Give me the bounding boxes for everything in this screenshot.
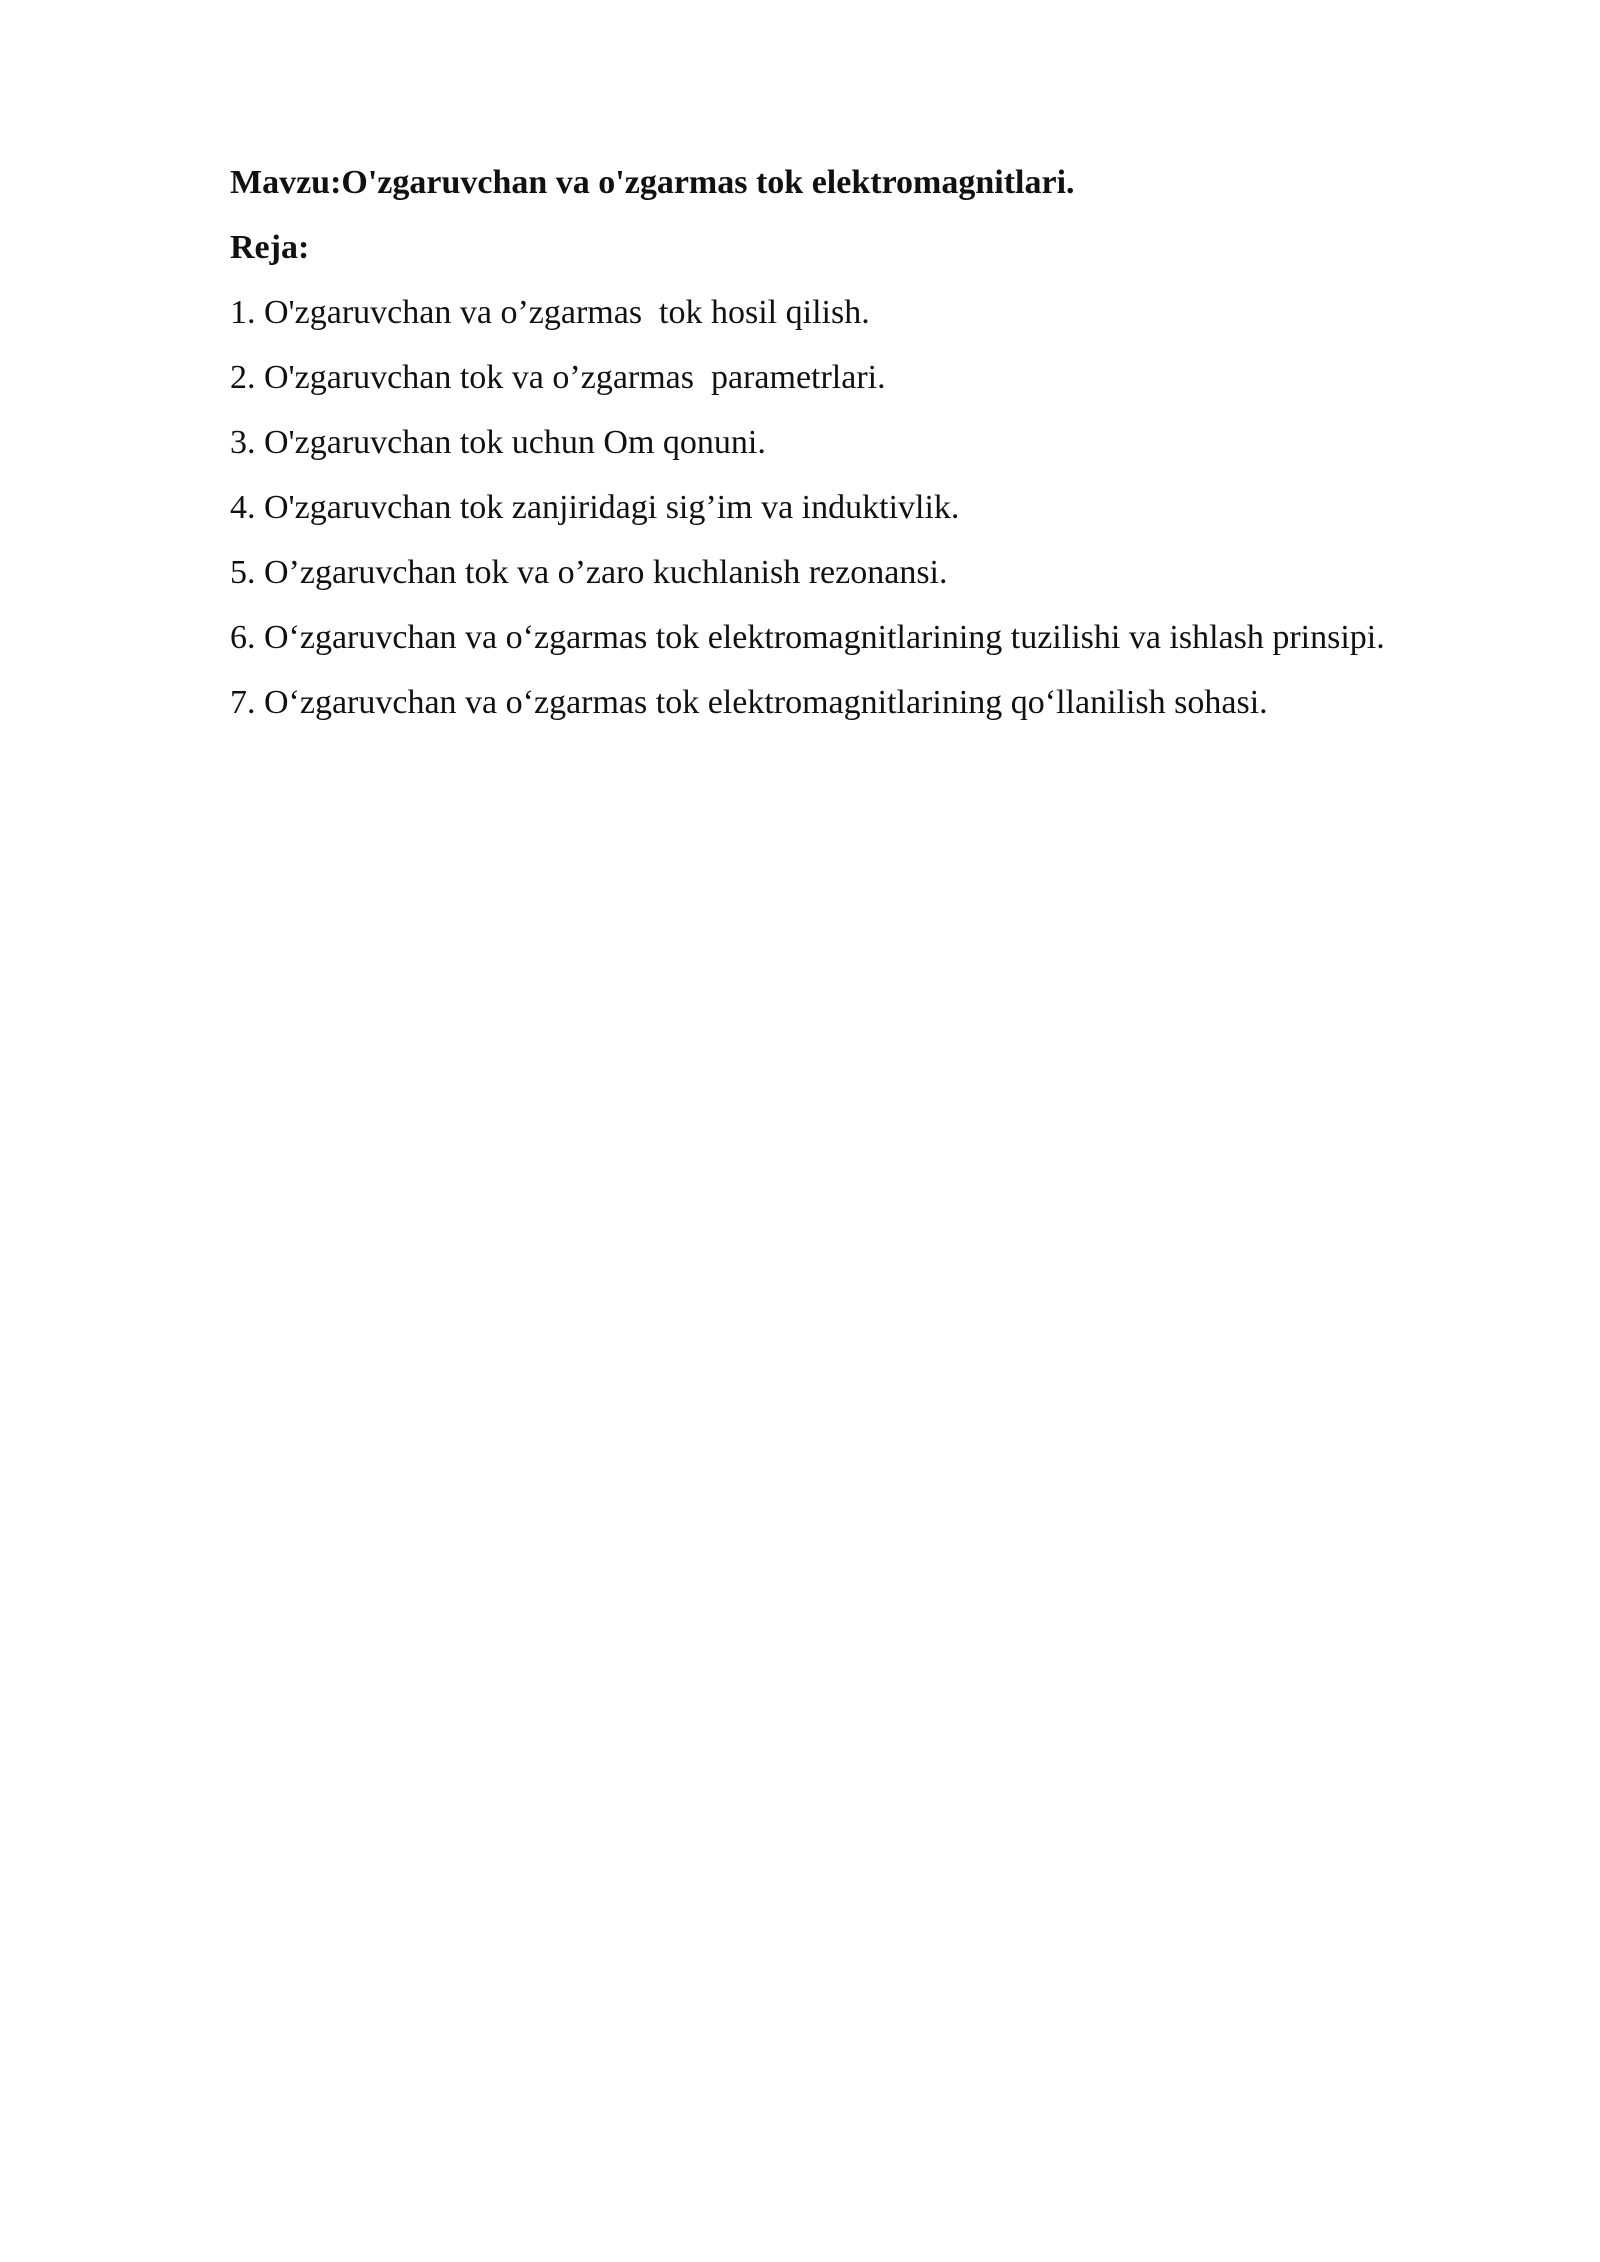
- document-title: Mavzu:O'zgaruvchan va o'zgarmas tok elektromagnitlari.: [230, 164, 1075, 201]
- plan-list: [230, 280, 1496, 735]
- plan-heading: Reja:: [230, 229, 310, 266]
- plan-item-2: 2. O'zgaruvchan tok va o’zgarmas parametrlari.: [230, 359, 886, 396]
- plan-item-1: 1. O'zgaruvchan va o’zgarmas tok hosil qilish.: [230, 294, 870, 331]
- document-body: [230, 150, 1496, 735]
- plan-item-3: 3. O'zgaruvchan tok uchun Om qonuni.: [230, 424, 766, 461]
- plan-item-4: 4. O'zgaruvchan tok zanjiridagi sig’im va induktivlik.: [230, 489, 960, 526]
- plan-item-6: 6. O‘zgaruvchan va o‘zgarmas tok elektromagnitlarining tuzilishi va ishlash prinsipi.: [230, 619, 1385, 656]
- plan-item-5: 5. O’zgaruvchan tok va o’zaro kuchlanish rezonansi.: [230, 554, 948, 591]
- plan-item-7: 7. O‘zgaruvchan va o‘zgarmas tok elektromagnitlarining qo‘llanilish sohasi.: [230, 684, 1268, 721]
